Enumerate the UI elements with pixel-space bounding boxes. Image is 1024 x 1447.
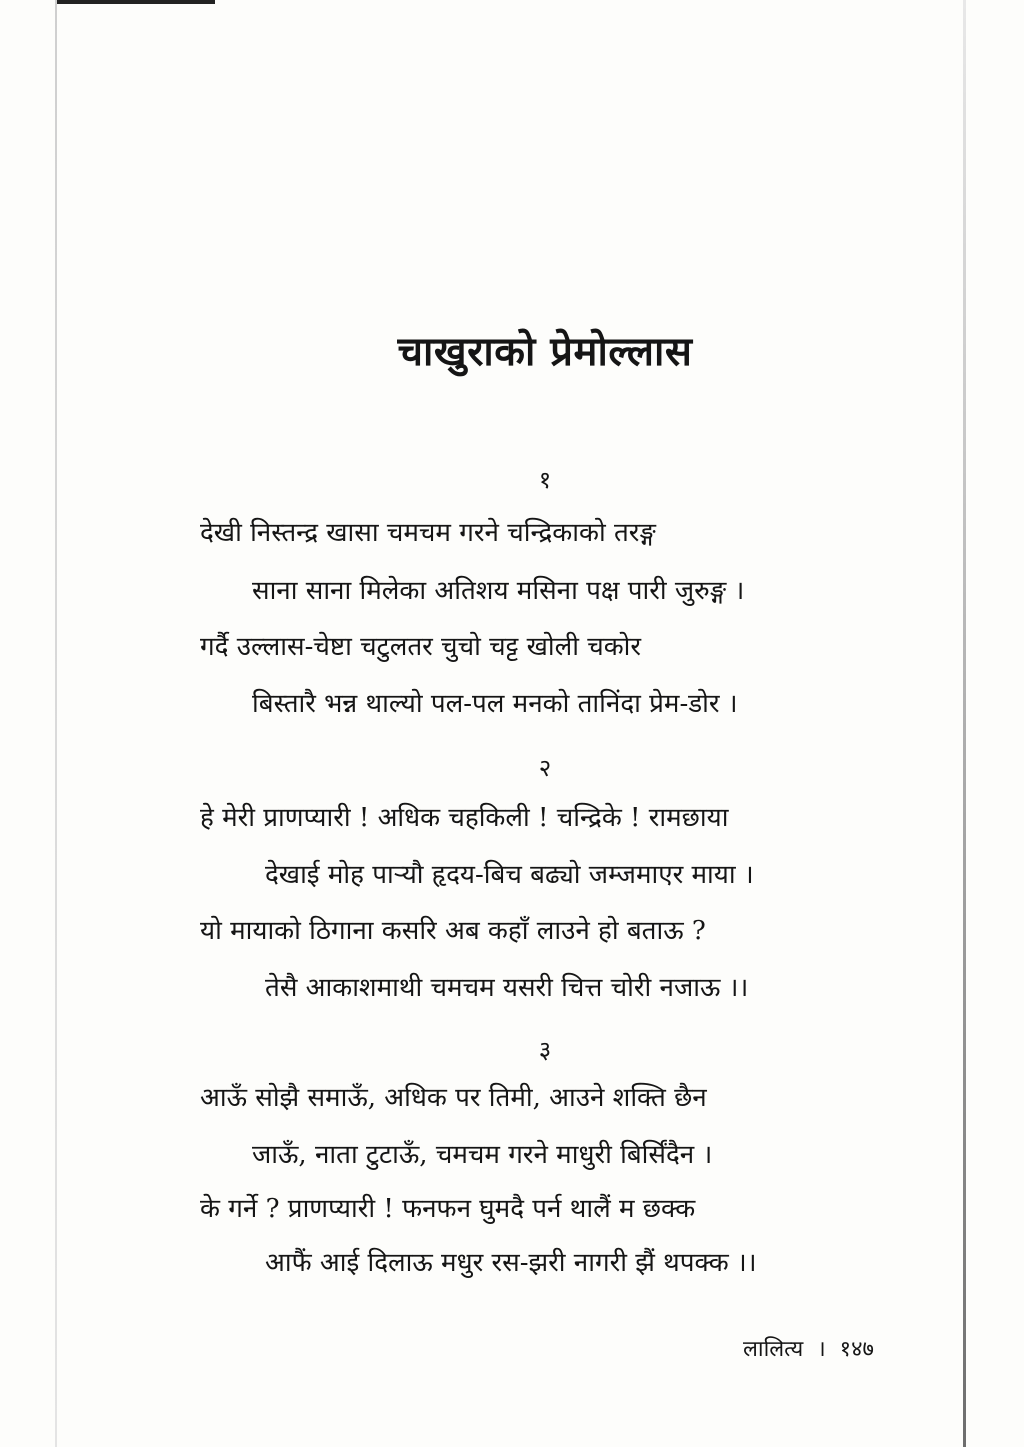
page-edge-right <box>963 0 966 1447</box>
verse-line: बिस्तारै भन्न थाल्यो पल-पल मनको तानिंदा प्रेम-डोर । <box>252 689 738 719</box>
page-number: १४७ <box>839 1337 874 1362</box>
stanza-number: २ <box>538 754 552 782</box>
verse-line: देखी निस्तन्द्र खासा चमचम गरने चन्द्रिकाको तरङ्ग <box>200 518 656 548</box>
verse-line: तेसै आकाशमाथी चमचम यसरी चित्त चोरी नजाऊ ।। <box>265 973 749 1003</box>
page-edge-left <box>55 0 57 1447</box>
verse-line: हे मेरी प्राणप्यारी ! अधिक चहकिली ! चन्द्रिके ! रामछाया <box>200 803 729 833</box>
page-edge-top <box>55 0 215 4</box>
verse-line: गर्दै उल्लास-चेष्टा चटुलतर चुचो चट्ट खोली चकोर <box>200 632 642 662</box>
verse-line: साना साना मिलेका अतिशय मसिना पक्ष पारी जुरुङ्ग । <box>252 576 745 606</box>
poem-title: चाखुराको प्रेमोल्लास <box>397 328 693 375</box>
verse-line: के गर्ने ? प्राणप्यारी ! फनफन घुमदै पर्न थालैं म छक्क <box>200 1194 696 1224</box>
verse-line: जाऊँ, नाता टुटाऊँ, चमचम गरने माधुरी बिर्सिंदैन । <box>252 1140 713 1170</box>
page-footer <box>743 1333 874 1363</box>
stanza-number: १ <box>538 466 552 494</box>
verse-line: यो मायाको ठिगाना कसरि अब कहाँ लाउने हो बताऊ ? <box>200 916 706 946</box>
footer-separator: । <box>817 1337 826 1362</box>
verse-line: देखाई मोह पार्‍यौ हृदय-बिच बढ्यो जम्जमाएर माया । <box>265 860 754 890</box>
verse-line: आफैं आई दिलाऊ मधुर रस-झरी नागरी झैं थपक्क ।। <box>265 1248 757 1278</box>
footer-book-title: लालित्य <box>742 1337 804 1362</box>
verse-line: आऊँ सोझै समाऊँ, अधिक पर तिमी, आउने शक्ति छैन <box>200 1083 707 1113</box>
stanza-number: ३ <box>538 1036 552 1064</box>
